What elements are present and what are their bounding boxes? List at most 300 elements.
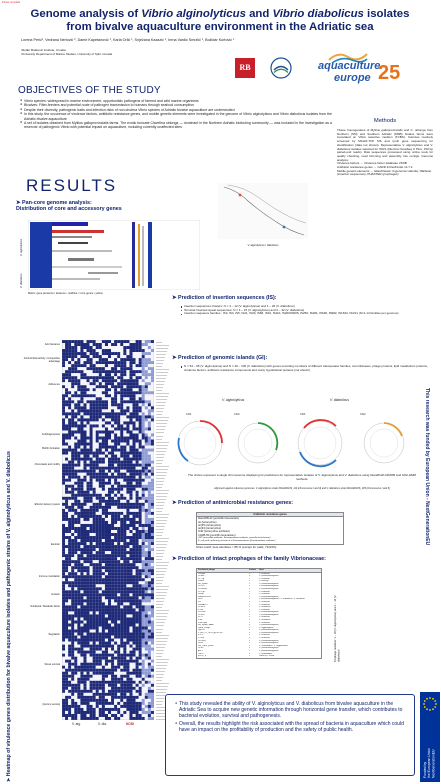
heatmap-cell — [83, 645, 86, 648]
heatmap-cell — [80, 497, 83, 500]
heatmap-cell — [133, 560, 136, 563]
heatmap-cell — [117, 515, 120, 518]
heatmap-cell — [133, 554, 136, 557]
heatmap-cell — [151, 503, 154, 506]
heatmap-cell — [123, 437, 126, 440]
heatmap-cell — [71, 560, 74, 563]
heatmap-cell — [123, 409, 126, 412]
heatmap-cell — [117, 614, 120, 617]
heatmap-cell — [129, 563, 132, 566]
heatmap-cell — [62, 660, 65, 663]
heatmap-cell — [90, 497, 93, 500]
heatmap-cell — [136, 485, 139, 488]
heatmap-cell — [62, 657, 65, 660]
heatmap-cell — [83, 684, 86, 687]
heatmap-cell — [65, 648, 68, 651]
heatmap-cell — [105, 660, 108, 663]
prophage-table — [196, 568, 322, 659]
heatmap-cell — [148, 590, 151, 593]
amr-row: tet (tetracycline) — [198, 520, 217, 524]
heatmap-cell — [68, 645, 71, 648]
heatmap-cell — [87, 687, 90, 690]
heatmap-cell — [96, 340, 99, 343]
heatmap-cell — [151, 494, 154, 497]
heatmap-cell — [105, 479, 108, 482]
heatmap-cell — [77, 491, 80, 494]
heatmap-cell — [87, 642, 90, 645]
heatmap-cell — [129, 584, 132, 587]
heatmap-cell — [117, 593, 120, 596]
heatmap-cell — [74, 515, 77, 518]
heatmap-cell — [123, 572, 126, 575]
heatmap-cell — [83, 397, 86, 400]
heatmap-cell — [99, 639, 102, 642]
heatmap-cell — [77, 355, 80, 358]
heatmap-cell — [65, 536, 68, 539]
heatmap-cell — [62, 452, 65, 455]
heatmap-cell — [77, 488, 80, 491]
heatmap-cell — [65, 533, 68, 536]
heatmap-cell — [80, 388, 83, 391]
heatmap-cell — [145, 672, 148, 675]
heatmap-cell — [99, 343, 102, 346]
heatmap-cell — [151, 714, 154, 717]
heatmap-cell — [117, 403, 120, 406]
heatmap-cell — [74, 548, 77, 551]
heatmap-cell — [77, 424, 80, 427]
heatmap-cell — [65, 551, 68, 554]
heatmap-cell — [71, 424, 74, 427]
heatmap-cell — [129, 539, 132, 542]
heatmap-cell — [62, 412, 65, 415]
heatmap-cell — [117, 343, 120, 346]
heatmap-cell — [114, 530, 117, 533]
heatmap-cell — [117, 400, 120, 403]
heatmap-cell — [90, 636, 93, 639]
heatmap-cell — [133, 557, 136, 560]
heatmap-cell — [126, 352, 129, 355]
heatmap-cell — [80, 515, 83, 518]
heatmap-cell — [96, 430, 99, 433]
heatmap-cell — [99, 660, 102, 663]
heatmap-cell — [71, 572, 74, 575]
heatmap-cell — [120, 349, 123, 352]
heatmap-cell — [123, 346, 126, 349]
heatmap-cell — [87, 699, 90, 702]
heatmap-cell — [120, 437, 123, 440]
heatmap-cell — [68, 409, 71, 412]
heatmap-cell — [142, 394, 145, 397]
heatmap-cell — [139, 551, 142, 554]
heatmap-cell — [62, 554, 65, 557]
heatmap-cell — [102, 578, 105, 581]
heatmap-cell — [80, 614, 83, 617]
heatmap-cell — [80, 421, 83, 424]
heatmap-cell — [151, 455, 154, 458]
heatmap-cell — [136, 497, 139, 500]
heatmap-cell — [151, 657, 154, 660]
heatmap-cell — [62, 415, 65, 418]
heatmap-cell — [142, 515, 145, 518]
heatmap-cell — [90, 648, 93, 651]
heatmap-cell — [120, 394, 123, 397]
heatmap-cell — [105, 684, 108, 687]
heatmap-cell — [80, 714, 83, 717]
heatmap-cell — [96, 620, 99, 623]
heatmap-cell — [123, 455, 126, 458]
heatmap-cell — [148, 651, 151, 654]
heatmap-cell — [136, 370, 139, 373]
heatmap-cell — [108, 569, 111, 572]
heatmap-cell — [99, 488, 102, 491]
heatmap-cell — [117, 587, 120, 590]
heatmap-cell — [96, 473, 99, 476]
heatmap-cell — [136, 527, 139, 530]
heatmap-cell — [126, 608, 129, 611]
heatmap-cell — [90, 427, 93, 430]
heatmap-cell — [111, 446, 114, 449]
heatmap-cell — [129, 593, 132, 596]
heatmap-cell — [83, 648, 86, 651]
heatmap-cell — [133, 608, 136, 611]
heatmap-cell — [117, 639, 120, 642]
heatmap-cell — [102, 581, 105, 584]
heatmap-cell — [71, 346, 74, 349]
heatmap-cell — [129, 596, 132, 599]
heatmap-cell — [93, 470, 96, 473]
heatmap-cell — [151, 391, 154, 394]
heatmap-cell — [77, 684, 80, 687]
heatmap-cell — [80, 443, 83, 446]
heatmap-cell — [96, 382, 99, 385]
heatmap-cell — [145, 521, 148, 524]
heatmap-cell — [117, 470, 120, 473]
heatmap-cell — [145, 509, 148, 512]
heatmap-cell — [114, 648, 117, 651]
heatmap-cell — [117, 361, 120, 364]
heatmap-cell — [68, 527, 71, 530]
heatmap-cell — [117, 394, 120, 397]
title-line-1: Genome analysis of Vibrio alginolyticus and Vibrio diabolicus isolates — [30, 8, 410, 20]
heatmap-cell — [93, 687, 96, 690]
heatmap-cell — [71, 440, 74, 443]
heatmap-cell — [108, 449, 111, 452]
heatmap-cell — [77, 530, 80, 533]
heatmap-cell — [126, 654, 129, 657]
heatmap-cell — [96, 645, 99, 648]
heatmap-cell — [102, 614, 105, 617]
heatmap-cell — [139, 678, 142, 681]
heatmap-cell — [83, 560, 86, 563]
heatmap-cell — [102, 630, 105, 633]
heatmap-cell — [68, 560, 71, 563]
heatmap-cell — [87, 506, 90, 509]
heatmap-cell — [96, 440, 99, 443]
heatmap-cell — [126, 388, 129, 391]
heatmap-cell — [136, 678, 139, 681]
heatmap-cell — [108, 388, 111, 391]
heatmap-cell — [151, 599, 154, 602]
heatmap-cell — [80, 521, 83, 524]
heatmap-cell — [87, 497, 90, 500]
heatmap-cell — [90, 702, 93, 705]
heatmap-cell — [102, 446, 105, 449]
heatmap-cell — [62, 654, 65, 657]
heatmap-cell — [62, 708, 65, 711]
heatmap-cell — [142, 409, 145, 412]
heatmap-cell — [151, 642, 154, 645]
heatmap-cell — [74, 696, 77, 699]
heatmap-cell — [111, 708, 114, 711]
heatmap-cell — [90, 633, 93, 636]
heatmap-cell — [90, 605, 93, 608]
heatmap-cell — [145, 482, 148, 485]
heatmap-cell — [90, 617, 93, 620]
heatmap-cell — [142, 349, 145, 352]
heatmap-cell — [145, 536, 148, 539]
heatmap-cell — [105, 509, 108, 512]
heatmap-cell — [142, 690, 145, 693]
heatmap-cell — [133, 340, 136, 343]
heatmap-cell — [96, 521, 99, 524]
heatmap-cell — [99, 512, 102, 515]
heatmap-cell — [114, 575, 117, 578]
heatmap-cell — [129, 590, 132, 593]
heatmap-cell — [111, 467, 114, 470]
heatmap-cell — [133, 461, 136, 464]
heatmap-cell — [65, 418, 68, 421]
heatmap-cell — [139, 449, 142, 452]
heatmap-cell — [145, 352, 148, 355]
heatmap-cell — [120, 636, 123, 639]
heatmap-cell — [142, 563, 145, 566]
heatmap-cell — [77, 536, 80, 539]
heatmap-cell — [123, 602, 126, 605]
heatmap-cell — [62, 424, 65, 427]
heatmap-cell — [151, 551, 154, 554]
heatmap-cell — [71, 702, 74, 705]
heatmap-cell — [93, 560, 96, 563]
heatmap-cell — [151, 602, 154, 605]
heatmap-cell — [114, 482, 117, 485]
heatmap-cell — [133, 654, 136, 657]
heatmap-cell — [74, 711, 77, 714]
heatmap-cell — [93, 611, 96, 614]
heatmap-cell — [117, 717, 120, 720]
heatmap-cell — [117, 449, 120, 452]
heatmap-cell — [133, 648, 136, 651]
heatmap-cell — [136, 446, 139, 449]
heatmap-cell — [102, 424, 105, 427]
heatmap-category-label: Immune modulation — [39, 575, 60, 578]
heatmap-cell — [105, 340, 108, 343]
heatmap-cell — [102, 464, 105, 467]
heatmap-cell — [83, 455, 86, 458]
heatmap-cell — [102, 476, 105, 479]
heatmap-cell — [139, 557, 142, 560]
heatmap-cell — [123, 391, 126, 394]
heatmap-cell — [136, 476, 139, 479]
heatmap-cell — [65, 346, 68, 349]
heatmap-cell — [126, 409, 129, 412]
heatmap-cell — [102, 503, 105, 506]
heatmap-cell — [114, 654, 117, 657]
heatmap-cell — [74, 358, 77, 361]
heatmap-cell — [114, 687, 117, 690]
heatmap-cell — [117, 479, 120, 482]
heatmap-cell — [145, 388, 148, 391]
heatmap-cell — [136, 639, 139, 642]
heatmap-cell — [111, 512, 114, 515]
heatmap-cell — [74, 494, 77, 497]
heatmap-cell — [102, 654, 105, 657]
heatmap-cell — [126, 406, 129, 409]
heatmap-cell — [71, 648, 74, 651]
heatmap-cell — [68, 494, 71, 497]
heatmap-cell — [111, 430, 114, 433]
heatmap-cell — [114, 479, 117, 482]
heatmap-cell — [136, 654, 139, 657]
heatmap-cell — [68, 602, 71, 605]
heatmap-cell — [111, 605, 114, 608]
heatmap-cell — [108, 563, 111, 566]
heatmap-cell — [71, 651, 74, 654]
heatmap-cell — [148, 346, 151, 349]
heatmap-cell — [129, 515, 132, 518]
heatmap-cell — [74, 545, 77, 548]
heatmap-cell — [117, 608, 120, 611]
heatmap-cell — [96, 355, 99, 358]
heatmap-cell — [62, 479, 65, 482]
heatmap-cell — [123, 506, 126, 509]
heatmap-cell — [123, 427, 126, 430]
heatmap-cell — [74, 633, 77, 636]
heatmap-cell — [68, 657, 71, 660]
heatmap-cell — [111, 714, 114, 717]
heatmap-cell — [83, 551, 86, 554]
heatmap-cell — [145, 705, 148, 708]
heatmap-cell — [133, 611, 136, 614]
heatmap-cell — [133, 427, 136, 430]
heatmap-cell — [123, 364, 126, 367]
heatmap-cell — [105, 575, 108, 578]
heatmap-cell — [145, 660, 148, 663]
heatmap-cell — [111, 397, 114, 400]
heatmap-cell — [133, 440, 136, 443]
heatmap-cell — [145, 702, 148, 705]
heatmap-cell — [105, 488, 108, 491]
heatmap-cell — [123, 488, 126, 491]
heatmap-cell — [114, 512, 117, 515]
heatmap-cell — [105, 473, 108, 476]
heatmap-cell — [133, 614, 136, 617]
heatmap-cell — [74, 524, 77, 527]
is-prediction — [172, 295, 432, 316]
heatmap-cell — [90, 394, 93, 397]
heatmap-cell — [99, 717, 102, 720]
heatmap-cell — [139, 406, 142, 409]
heatmap-cell — [129, 491, 132, 494]
heatmap-cell — [80, 355, 83, 358]
heatmap-cell — [83, 346, 86, 349]
heatmap-cell — [68, 455, 71, 458]
heatmap-cell — [87, 675, 90, 678]
heatmap-cell — [77, 587, 80, 590]
heatmap-cell — [120, 467, 123, 470]
heatmap-cell — [93, 599, 96, 602]
heatmap-cell — [114, 388, 117, 391]
heatmap-cell — [77, 633, 80, 636]
heatmap-cell — [62, 473, 65, 476]
heatmap-cell — [120, 581, 123, 584]
heatmap-cell — [99, 657, 102, 660]
heatmap-cell — [105, 636, 108, 639]
heatmap-cell — [148, 467, 151, 470]
heatmap-cell — [74, 427, 77, 430]
heatmap-cell — [74, 654, 77, 657]
heatmap-cell — [87, 391, 90, 394]
heatmap-cell — [139, 684, 142, 687]
heatmap-cell — [74, 690, 77, 693]
heatmap-cell — [96, 551, 99, 554]
heatmap-cell — [145, 491, 148, 494]
heatmap-cell — [120, 711, 123, 714]
heatmap-cell — [77, 352, 80, 355]
heatmap-cell — [108, 654, 111, 657]
heatmap-cell — [83, 627, 86, 630]
heatmap-cell — [74, 473, 77, 476]
prophage-row: VHML 2 V. harveyi — [198, 580, 269, 583]
heatmap-cell — [62, 467, 65, 470]
heatmap-cell — [126, 512, 129, 515]
heatmap-cell — [120, 367, 123, 370]
heatmap-cell — [68, 418, 71, 421]
heatmap-cell — [102, 687, 105, 690]
heatmap-cell — [120, 578, 123, 581]
heatmap-cell — [108, 633, 111, 636]
heatmap-cell — [111, 566, 114, 569]
heatmap-cell — [74, 415, 77, 418]
heatmap-cell — [102, 515, 105, 518]
heatmap-cell — [99, 636, 102, 639]
heatmap-cell — [126, 684, 129, 687]
heatmap-cell — [93, 699, 96, 702]
heatmap-cell — [145, 361, 148, 364]
heatmap-cell — [117, 554, 120, 557]
heatmap-cell — [62, 551, 65, 554]
heatmap-cell — [139, 340, 142, 343]
heatmap-cell — [71, 705, 74, 708]
heatmap-cell — [136, 340, 139, 343]
heatmap-cell — [114, 636, 117, 639]
heatmap-cell — [65, 678, 68, 681]
heatmap-cell — [74, 620, 77, 623]
heatmap-cell — [114, 488, 117, 491]
heatmap-cell — [80, 452, 83, 455]
heatmap-cell — [129, 364, 132, 367]
heatmap-cell — [99, 530, 102, 533]
heatmap-cell — [99, 518, 102, 521]
heatmap-cell — [80, 620, 83, 623]
heatmap-cell — [117, 678, 120, 681]
heatmap-cell — [129, 681, 132, 684]
heatmap-cell — [83, 596, 86, 599]
heatmap-cell — [74, 512, 77, 515]
heatmap-cell — [126, 578, 129, 581]
heatmap-cell — [129, 527, 132, 530]
heatmap-cell — [123, 663, 126, 666]
heatmap-cell — [71, 666, 74, 669]
